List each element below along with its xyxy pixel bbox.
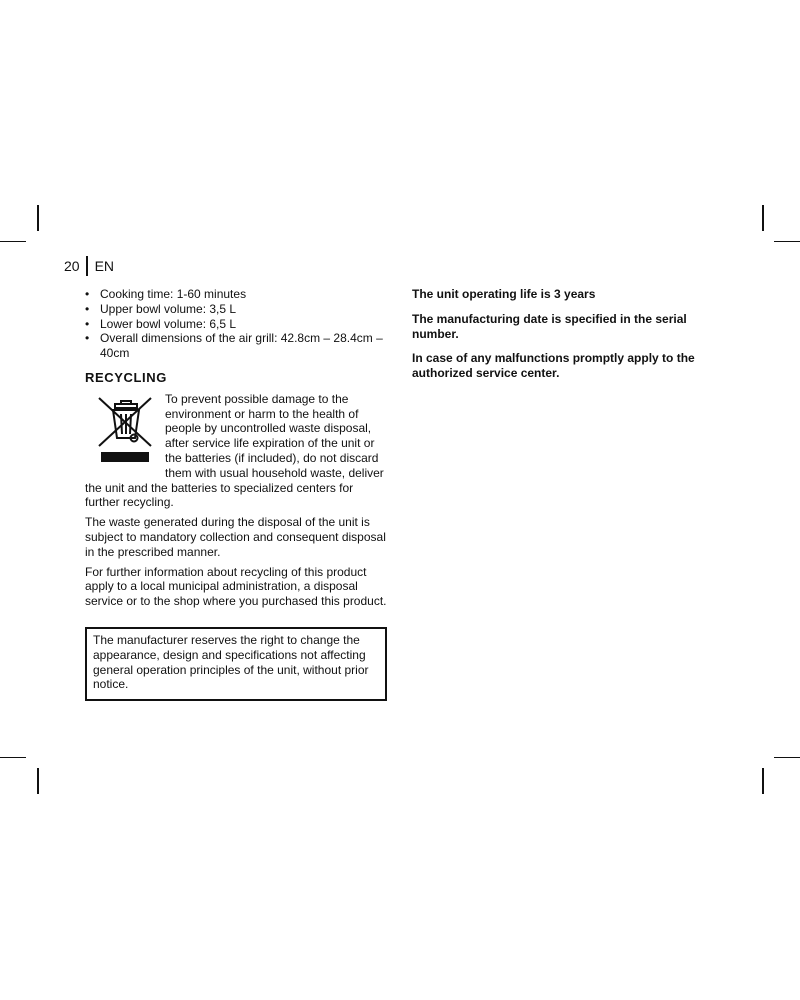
crop-mark	[37, 205, 39, 231]
crop-mark	[762, 768, 764, 794]
manufacturing-date-text: The manufacturing date is specified in the serial number.	[412, 311, 687, 341]
recycling-paragraph: For further information about recycling of this product apply to a local municipal administration, a disposal service or to the shop where you purchased this product.	[85, 564, 387, 609]
recycling-paragraph: The waste generated during the disposal of the unit is subject to mandatory collection and consequent disposal in the prescribed manner.	[85, 515, 386, 559]
spec-item: • Lower bowl volume: 6,5 L	[85, 317, 387, 332]
service-center-text: In case of any malfunctions promptly apply to the authorized service center.	[412, 351, 695, 381]
spec-list	[85, 287, 387, 361]
page-number: 20	[64, 258, 80, 274]
spec-item: • Overall dimensions of the air grill: 42.8cm – 28.4cm – 40cm	[85, 331, 387, 361]
crop-mark	[774, 241, 800, 242]
crop-mark	[774, 757, 800, 758]
crop-mark	[0, 757, 26, 758]
page-header	[64, 256, 114, 276]
crop-mark	[762, 205, 764, 231]
crossed-out-wheelie-bin-icon	[93, 394, 157, 464]
right-column	[412, 287, 712, 391]
crop-mark	[37, 768, 39, 794]
language-code: EN	[94, 258, 115, 274]
crop-mark	[0, 241, 26, 242]
recycling-block	[85, 392, 387, 510]
operating-life-text: The unit operating life is 3 years	[412, 287, 596, 301]
recycling-title: RECYCLING	[85, 369, 167, 385]
left-column	[85, 287, 387, 701]
spec-item: • Upper bowl volume: 3,5 L	[85, 302, 387, 317]
spec-item: • Cooking time: 1-60 minutes	[85, 287, 387, 302]
recycling-paragraph: To prevent possible damage to the environment or harm to the health of people by uncontrolled waste disposal, after service life expiration of the unit or the batteries (if included), do not discard them with usual household waste, deliver the unit and the batteries to specialized centers for further recycling.	[85, 391, 384, 510]
manufacturer-notice: The manufacturer reserves the right to change the appearance, design and specifications not affecting general operation principles of the unit, without prior notice.	[85, 627, 387, 701]
